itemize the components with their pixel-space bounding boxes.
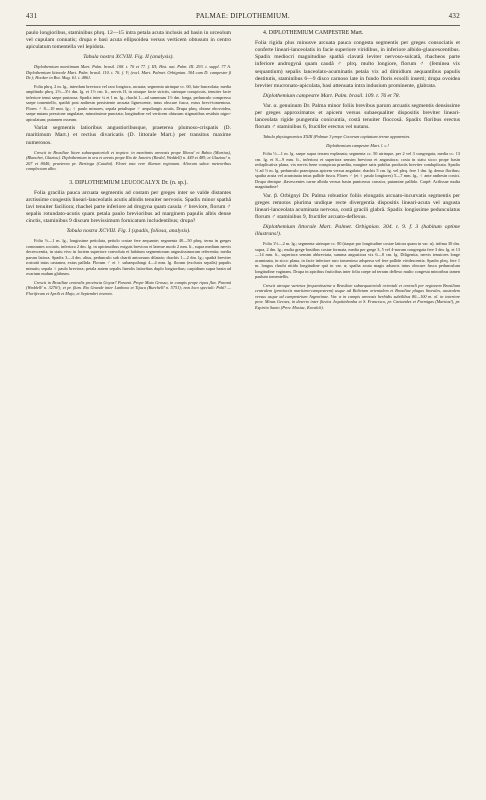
plate-reference-3: Tabula nostra XCVIII. Fig. I (spadix, foliosa, analysis). [66,228,191,235]
locality-note-3: Crescit in Brasiliae centralis provincia Goyaz? Paraná. Prope Mato Grosso, in campis prope ripas fluv. Paraná (Weddell! n. 3276!); et pr. flum. Rio Grande inter Lanhoso et Tijuca (Burchell! n. 5751); non loco speciali: Pohl! — Floriferum et Aprili et Majo, et Septembri invento. [26,279,231,296]
variety-beta: Var. β. Orbignyi Dr. Palma robustior foliis elongatis arcuato-incurvatis segmentis per greges remotos plurima undique recte divergentia dispositis lineari-acuta vel angusta lineari-lanceolata acuminata nervosa, costâ gracili glabrâ. Spadix longissime pedunculatus florum ♂ staminibus 9, fructifer arcuato-deflexus. [255,192,460,221]
description-3: Folia ½—1 m. lg., longissime petiolata, petiolo costae fere aequante; segmenta 40—50 phrq. terna in greges communes sociatis, inferiora 2 dm. lg. in apicinutibus exiguis breviora et laterae modo 2 mm. lt., supra medium nervis decrescentia, in statu vivo in faciem superiore convoluta et habitum segmentorum angustissimorum referentia; media parum latiora. Spadix 3—4 dm. altus, pedunculo sub chartā antrorsum dilatato; rhachis 1—2 dm. lg.; spathā breviter rostratā intus castanea, extus pallida. Florum ♂ et ♀ subaequilongi 4—4 mm. lg. florum (exclusis sepalis) papulis minutis; sepala ♀ paulo breviora; petala autem sepalis lineolis latioribus duplo longioribus; carpidium supra basin ad ovarium nudum glabrum. [26,238,231,277]
synonymy: Diplothemium maritimum Mart. Palm. brasil. 108. t. 76 et 77. f. III; Hist. nat. Palm. III. 293. t. suppl. 77 A. Diplothemium littorale Mart. Palm. brasil. 110. t. 76. f. V; (excl. Mart. Palmet. Orbignian. 304 cum D. campestre β Dr.); Hooker in Bot. Mag. 61. t. 4861. [26,64,231,81]
species-heading-3: 3. DIPLOTHEMIUM LEUCOCALYX Dr. (n. sp.). [69,179,188,186]
page-number-right: 432 [448,12,460,20]
variety-alpha: Var. α. genuinum Dr. Palma minor foliis brevibus parum arcuatis segmentis densissime per greges approximatos et apicem versus subaequaliter dispositis breviter lineari-lanceolata rigide pungentia conicuntia, costâ tenuiter floccosâ. Spadix floribus erectus florum ♂ staminibus 6, fructifer erectus vel nutans. [255,102,460,131]
description: Folia phrq. 2 m. lg., interdum breviora vel raro longiora, arcuata; segmenta utrinque cc. 60, lato-lanceolata; media amplitudo phrq. 2½—3½ dm. lg. et 1½ cm. lt., nervis II, in utraque facie strictis, utrinque conspicuis, tenuiter facie inferiore tenui saepe pruinosa. Spadix inter ¼ et 1 m. lg., rhachi 1—ad summum 1½ dm. longa, pedunculo compresso saepe tomentello, spathâ post anthesin persistente arcuata lignescente, intus obscure fusca, extus brevi-tomentosa. Flores ♂ 8—10 mm. lg.; ♀ paulo minores, sepala petalisque ♂ aequilongis acutis. Drupa phrq. obtuse obovoidea, saepe nutans pressione angulatae, minutissime punctata; longitudine vel verticem obtusum stigmatibus residuis nigro-apiculatum; putamen osseum. [26,83,231,122]
locality-note: Crescit in Brasiliae litore subaequatoriali et tropico: in maritimis arenosis prope Ilheos! et Bahia (Martius), (Blanchet, Glaziou). Diplothemium in ora et arenis prope Rio de Janeiro (Riedel, Weddell) n. 449 et 489, et Glaziou! n. 207 et 8040; praeterea pr. Bertioga (Cuiabá). Floret tota vere illarum regionum. Aliorum suboc meteoribus complectum albo. [26,149,231,172]
header-rule [26,25,460,26]
running-header [26,12,460,26]
page-number-left: 431 [26,12,38,20]
description-4: Folia ½—1 m. lg. saepe supra terram explanata; segmenta cc. 50 utrinque, per 2 vel 3 congregata, media cc. 13 cm. lg. et 8—9 mm. lt., inferiora et superiora sensim breviora et angustiora; costa in statu sicco prope basin reduplicativa plana, vix nervis bene conspicua praedita, margine satis pubilus productis breviter conduplicata. Spadix ⅓ ad ½ m. lg. pedunculo praecipuus apicem versus angulato; rhachis 5 cm. lg. vel pleq. fere 1 dm. lg. denso floribus; spatha acuta vel acuminata intus pallide fusca. Flores ♂ (et ♀ paulo longiores) 5—7 mm. lg., ♀ ante anthesin conici. Drupa denique ,flavescentes carne albida versus basin puniceous crassior, putamine pallido. Carpē: Acilissae multa magnitudine! [255,151,460,190]
locality-note-4: Crescit utroque varietas frequentissime a Brasiliae subaequatoriali orientali et centrali per regionem Brasiliam centralem (provinciis maritimo-campestrem) usque ad Boliviam orientalem et Brasiliae plagas litorales, australem versus usque ad campestrium Argentinae. Var. α in campis arenosis herbidis subtilibus 80—100 m. ol. in interiore prov. Minas Geraes, in deserto inter fluvios Jequitinhonha et S. Francisco, pr. Caetandes et Formigas (Martius!), pr. Espirito Santo (Prov. Mosiac, Kovalch). [255,282,460,310]
description-4c: Folia 1½—2 m. lg.; segmenta utrinque cc. 80 (itaque pro longitudine costae latiora quam in var. α), infima 30 dm. supra, 2 dm. lg.; multa grege basiibus costae formata, media per grege 3, 5 vel 4-norum congregata fere 3 dm. lg. et 13—14 mm. lt., superiora sensim abbreviata, summa angustiora vix 6—8 cm. lg. Diligentia, nervis tenuiores longe acuminata, in sicco plana, in facie inferiore raro tomentoso adspersa vel fere pallide viridescentia. Spadix pleq. fere 1 m. longus rhachi nitida longitudine quá in var. α; spatha acuta magis aduncis intus obscure fusca pedunculum longitudine vaginans. Drupa in apicibus fruticibus inter folia caepe ad terram deflexo multo congesta minoribus tamen paulum tomentellis. [255,241,460,280]
species-heading-4: 4. DIPLOTHEMIUM CAMPESTRE Mart. [263,30,364,36]
plate-reference: Tabula nostra XCVIII. Fig. II (analysis). [83,54,174,61]
synonymy-4: Diplothemium campestre Mart. Palm. brasil. 109. t. 76 et 78. [263,92,400,99]
variation-note: Variat segmentis latioribus angustioribusque, praeterea plumoso-crispatis (D. maritimum Mart.) et rectius divaricatis (D. littorale Mart.) per transitus maxime numerosos. [26,125,231,146]
synonymy-4b: Diplothemium campestre Mart. l. c.! [326,142,389,148]
left-column [26,30,231,778]
species-diagnosis-4: Folia rigida plus minusve arcuata pauca congesta segmentis per greges consociatis et conferte lineari-lanceolatis in facie superiore viridibus, in inferiore albido-glaucescentibus. Spadix mediocri magnitudine spathâ clavatâ leviter nervoso-sulcatâ, rhacheos parte inferiore androgynâ quam caudâ ♂ plrq. multo longiore, florum ♂ (feminea vix sequantium) sepalis lanceolato-acuminatis petala vix ad dimidium aequantibus papulis destitutis, staminibus 6—9 disco carnoso late in fundo floris ecsolli inserti; drupa ovoidea breviter mucronato-apiculata, basi attenuata intra indusium prominente, glabrata. [255,40,460,89]
plate-reference-4: Tabula physiognomica XXIII (Palmae 3 prope Cocorum capitatum terrae apparentes. [263,134,411,140]
running-title: PALMAE: DIPLOTHEMIUM. [196,12,290,20]
paragraph-diagnosis-end: paulo longioribus, staminibus phrq. 12—15 intra petala acuta inclusis ad basin in urceolum vel cupulam connatis; drupa e basi acuta ellipsoidea versus verticem obtusum in centro apiculatum tomentella vel lepidota. [26,30,231,51]
synonymy-4c: Diplothemium littorale Mart. Palmet. Orbignian. 304. t. 9. f. 3 (habitum optime illustrans!). [255,224,460,238]
right-column [255,30,460,778]
species-diagnosis-3: Folia gracilia pauca arcuata segmentis ad costam per greges inter se valde distantes arctissime congestis lineari-lanceolatis acutis albidis tenuiter nervosis. Spadix minor spathâ lavi tenuiter faciliora; rhachei parte inferiore ad drogyna quam casula ♂ breviore, florum ♂ sepalis rotundato-acutis quam petala paulo brevioribus ad marginem papulis albis dense cinctis, staminibus 9 discum brevissimum fornicatum includentibus; drupa? [26,189,231,225]
